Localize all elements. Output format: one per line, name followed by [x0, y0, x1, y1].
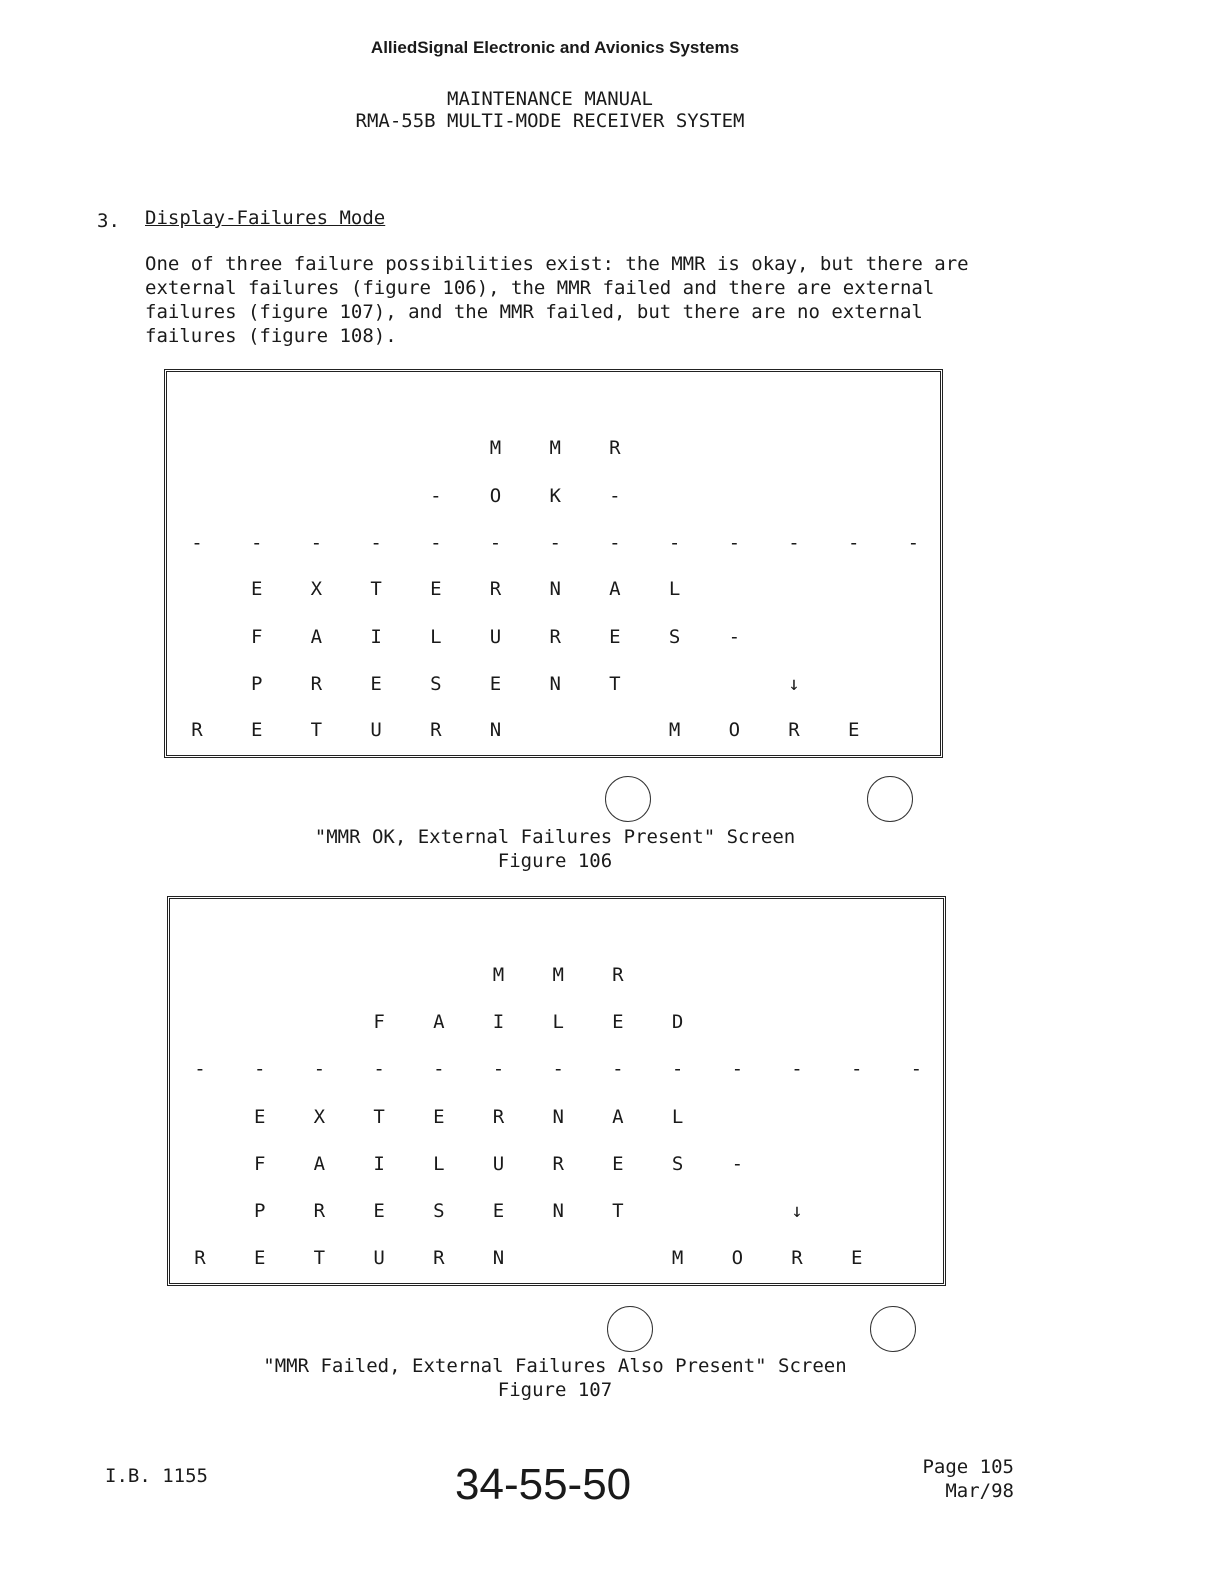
screen-char: N [549, 578, 561, 600]
screen-char: A [310, 626, 323, 648]
company-name: AlliedSignal Electronic and Avionics Systems [370, 38, 740, 57]
screen-char: - [191, 532, 203, 554]
screen-char: F [373, 1011, 385, 1033]
screen-char: D [671, 1011, 684, 1033]
screen-char: M [671, 1247, 684, 1269]
paragraph-line: One of three failure possibilities exist: the MMR is okay, but there are [145, 253, 969, 275]
screen-char: - [910, 1058, 923, 1080]
screen-char: E [492, 1200, 505, 1222]
screen-char: E [850, 1247, 863, 1269]
screen-char: O [731, 1247, 744, 1269]
system-title: RMA-55B MULTI-MODE RECEIVER SYSTEM [355, 110, 745, 132]
screen-char: L [433, 1153, 445, 1175]
ib-number: I.B. 1155 [105, 1465, 208, 1487]
document-number: 34-55-50 [455, 1460, 632, 1509]
screen-char: R [788, 719, 800, 741]
figure-label: Figure 107 [497, 1379, 613, 1401]
screen-char: E [250, 578, 263, 600]
manual-title: MAINTENANCE MANUAL [447, 88, 653, 110]
screen-char: S [433, 1200, 445, 1222]
paragraph-line: failures (figure 108). [145, 325, 397, 347]
section-paragraph [145, 252, 1045, 348]
screen-char: T [612, 1200, 624, 1222]
screen-char: I [492, 1011, 505, 1033]
screen-char: F [250, 626, 263, 648]
screen-char: E [430, 578, 442, 600]
line-select-knob-right [870, 1306, 916, 1352]
screen-char: M [492, 964, 505, 986]
screen-char: L [552, 1011, 564, 1033]
screen-char: O [728, 719, 741, 741]
screen-char: S [668, 626, 681, 648]
screen-char: L [668, 578, 681, 600]
display-screen-figure-106 [164, 369, 943, 758]
screen-char: - [313, 1058, 326, 1080]
down-arrow-icon: ↓ [788, 673, 800, 695]
screen-char: T [373, 1106, 385, 1128]
screen-char: A [313, 1153, 326, 1175]
section-number: 3. [97, 210, 120, 232]
screen-char: F [253, 1153, 266, 1175]
screen-char: U [370, 719, 382, 741]
screen-char: R [609, 437, 621, 459]
screen-char: - [609, 532, 621, 554]
screen-char: A [433, 1011, 445, 1033]
line-select-knob-left [605, 776, 651, 822]
screen-char: A [612, 1106, 624, 1128]
screen-char: N [492, 1247, 505, 1269]
screen-char: E [433, 1106, 445, 1128]
screen-char: - [668, 532, 681, 554]
screen-char: - [552, 1058, 564, 1080]
screen-char: N [549, 673, 561, 695]
screen-char: R [310, 673, 323, 695]
display-screen-figure-107 [167, 896, 946, 1286]
screen-char: R [313, 1200, 326, 1222]
screen-char: N [552, 1106, 564, 1128]
screen-char: - [728, 626, 741, 648]
screen-char: R [791, 1247, 803, 1269]
screen-char: A [609, 578, 621, 600]
screen-char: I [373, 1153, 385, 1175]
screen-char: R [430, 719, 442, 741]
screen-char: T [609, 673, 621, 695]
screen-char: U [489, 626, 502, 648]
screen-char: R [492, 1106, 505, 1128]
screen-char: P [253, 1200, 266, 1222]
screen-char: - [728, 532, 741, 554]
screen-char: - [492, 1058, 505, 1080]
screen-char: R [549, 626, 561, 648]
down-arrow-icon: ↓ [791, 1200, 803, 1222]
screen-char: - [791, 1058, 803, 1080]
screen-char: R [433, 1247, 445, 1269]
screen-char: - [489, 532, 502, 554]
screen-char: M [668, 719, 681, 741]
screen-char: U [373, 1247, 385, 1269]
screen-char: M [549, 437, 561, 459]
screen-char: U [492, 1153, 505, 1175]
section-title: Display-Failures Mode [145, 207, 386, 229]
paragraph-line: external failures (figure 106), the MMR failed and there are external [145, 277, 935, 299]
screen-char: S [671, 1153, 684, 1175]
screen-char: E [373, 1200, 385, 1222]
screen-char: E [253, 1247, 266, 1269]
screen-char: - [907, 532, 920, 554]
figure-label: Figure 106 [497, 850, 613, 872]
screen-char: S [430, 673, 442, 695]
screen-char: M [552, 964, 564, 986]
screen-char: E [612, 1011, 624, 1033]
revision-date: Mar/98 [945, 1480, 1014, 1502]
screen-char: R [191, 719, 203, 741]
figure-caption: "MMR OK, External Failures Present" Screen [314, 826, 796, 848]
screen-char: R [194, 1247, 206, 1269]
screen-char: - [194, 1058, 206, 1080]
screen-char: - [612, 1058, 624, 1080]
screen-char: - [731, 1058, 744, 1080]
screen-char: E [609, 626, 621, 648]
screen-char: E [489, 673, 502, 695]
screen-char: E [370, 673, 382, 695]
screen-char: - [788, 532, 800, 554]
page-info [880, 1455, 1014, 1503]
line-select-knob-left [607, 1306, 653, 1352]
page-number: Page 105 [922, 1456, 1014, 1478]
screen-char: O [489, 485, 502, 507]
screen-char: P [250, 673, 263, 695]
figure-caption: "MMR Failed, External Failures Also Present" Screen [263, 1355, 847, 1377]
screen-char: - [549, 532, 561, 554]
screen-char: X [310, 578, 323, 600]
screen-char: - [731, 1153, 744, 1175]
screen-char: T [370, 578, 382, 600]
screen-char: - [310, 532, 323, 554]
screen-char: - [847, 532, 860, 554]
screen-char: - [253, 1058, 266, 1080]
screen-char: K [549, 485, 561, 507]
screen-char: R [612, 964, 624, 986]
screen-char: T [313, 1247, 326, 1269]
screen-char: - [430, 532, 442, 554]
screen-char: L [671, 1106, 684, 1128]
screen-char: N [552, 1200, 564, 1222]
screen-char: R [552, 1153, 564, 1175]
screen-char: - [430, 485, 442, 507]
screen-char: - [433, 1058, 445, 1080]
screen-char: T [310, 719, 323, 741]
screen-char: - [250, 532, 263, 554]
screen-char: E [847, 719, 860, 741]
screen-char: L [430, 626, 442, 648]
screen-char: - [370, 532, 382, 554]
paragraph-line: failures (figure 107), and the MMR failed, but there are no external [145, 301, 923, 323]
screen-char: E [250, 719, 263, 741]
screen-char: I [370, 626, 382, 648]
screen-char: M [489, 437, 502, 459]
screen-char: N [489, 719, 502, 741]
screen-char: - [609, 485, 621, 507]
screen-char: - [373, 1058, 385, 1080]
line-select-knob-right [867, 776, 913, 822]
screen-char: - [850, 1058, 863, 1080]
screen-char: X [313, 1106, 326, 1128]
screen-char: E [253, 1106, 266, 1128]
screen-char: E [612, 1153, 624, 1175]
screen-char: R [489, 578, 502, 600]
screen-char: - [671, 1058, 684, 1080]
